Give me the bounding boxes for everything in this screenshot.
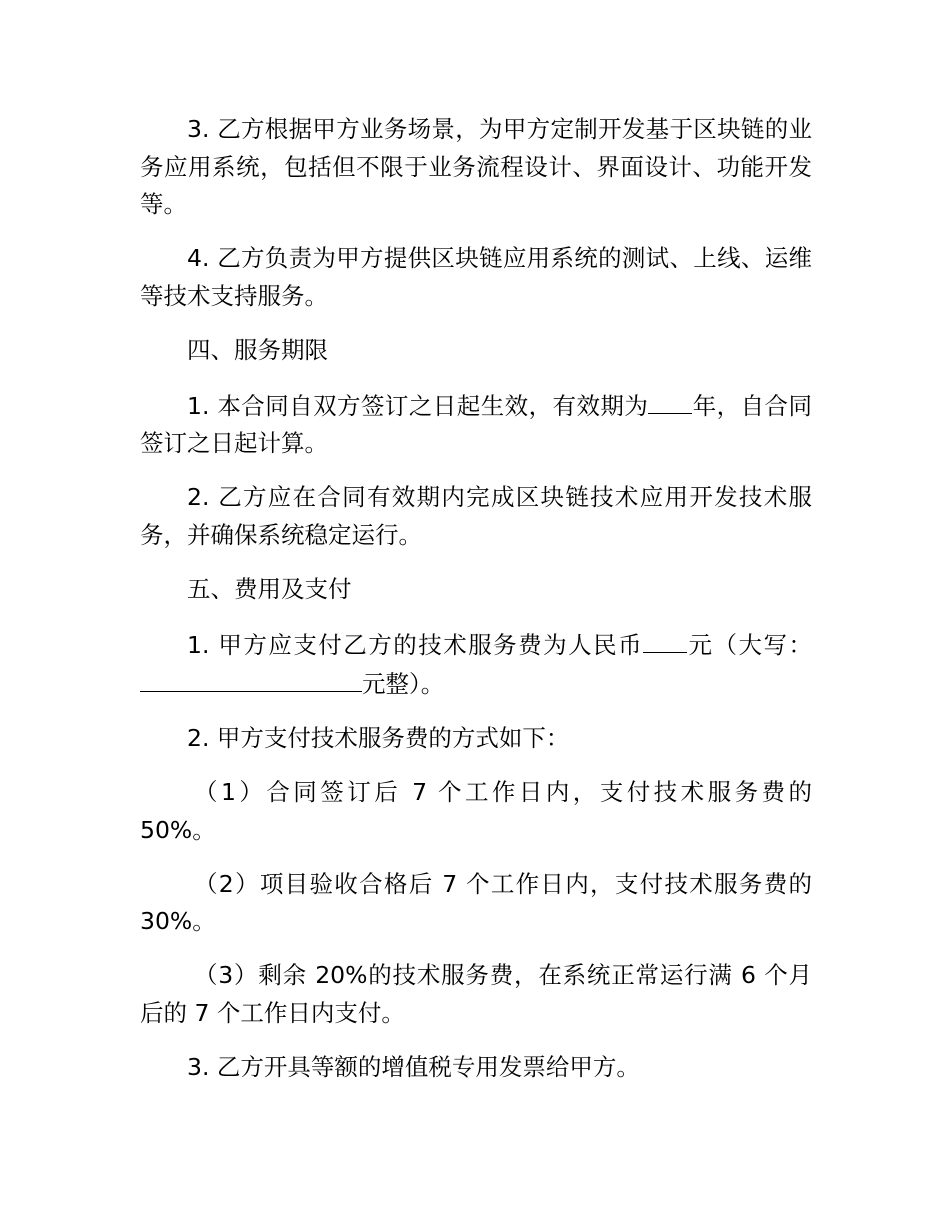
clause-payment-method — [140, 720, 812, 758]
blank-amount-in-words-field — [140, 664, 362, 692]
clause-fee-amount — [140, 625, 812, 704]
clause-text: 1. 本合同自双方签订之日起生效，有效期为 — [187, 391, 649, 420]
clause-text: 3. 乙方根据甲方业务场景，为甲方定制开发基于区块链的业务应用系统，包括但不限于业务流程设计、界面设计、功能开发等。 — [140, 115, 812, 218]
clause-3-custom-development — [140, 111, 812, 224]
clause-text: 2. 乙方应在合同有效期内完成区块链技术应用开发技术服务，并确保系统稳定运行。 — [140, 483, 812, 549]
clause-text: 元整）。 — [362, 670, 445, 698]
payment-item-3 — [140, 957, 812, 1032]
document-page — [140, 111, 812, 1103]
clause-4-technical-support — [140, 240, 812, 315]
section-heading-fees-payment — [140, 571, 812, 609]
section-heading-service-term — [140, 332, 812, 370]
section-heading-text: 四、服务期限 — [187, 335, 328, 364]
blank-years-field — [648, 386, 692, 414]
clause-text: （3）剩余 20%的技术服务费，在系统正常运行满 6 个月后的 7 个工作日内支付。 — [140, 961, 812, 1027]
clause-text: 3. 乙方开具等额的增值税专用发票给甲方。 — [187, 1052, 640, 1081]
clause-text: 4. 乙方负责为甲方提供区块链应用系统的测试、上线、运维等技术支持服务。 — [140, 244, 812, 310]
clause-text: （2）项目验收合格后 7 个工作日内，支付技术服务费的 30%。 — [140, 869, 812, 935]
clause-text: 1. 甲方应支付乙方的技术服务费为人民币 — [187, 630, 644, 659]
clause-text: 年，自合同签订之日起计算。 — [140, 391, 812, 457]
clause-invoice — [140, 1049, 812, 1087]
section-heading-text: 五、费用及支付 — [187, 574, 352, 603]
payment-item-2 — [140, 866, 812, 941]
clause-text: （1）合同签订后 7 个工作日内，支付技术服务费的 50%。 — [140, 778, 812, 844]
clause-text: 元（大写： — [687, 630, 812, 659]
clause-text: 2. 甲方支付技术服务费的方式如下： — [187, 724, 570, 752]
clause-term-completion — [140, 479, 812, 554]
blank-amount-field — [643, 625, 687, 653]
payment-item-1 — [140, 774, 812, 849]
clause-term-validity — [140, 386, 812, 463]
